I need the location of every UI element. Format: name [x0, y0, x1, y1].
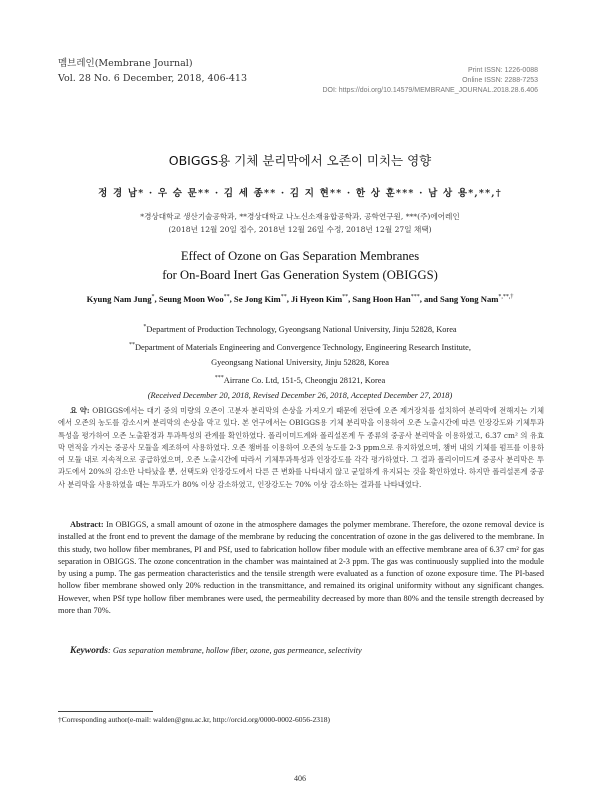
- author-sup: *: [151, 294, 155, 301]
- keywords-label: Keywords: [70, 646, 108, 656]
- title-en-line2: for On-Board Inert Gas Generation System (OBIGGS): [162, 268, 438, 282]
- affiliation-en-1: [0, 320, 600, 338]
- page-number: 406: [294, 774, 306, 783]
- dates-ko-line: (2018년 12월 20일 접수, 2018년 12월 26일 수정, 2018년 12월 27일 채택): [168, 225, 432, 234]
- author-sup: **: [342, 294, 349, 301]
- abstract-ko-label: 요 약:: [70, 406, 93, 415]
- authors-korean: 정 경 남* · 우 승 문** · 김 세 종** · 김 지 현** · 한 상 훈*** · 남 상 용*,**,†: [98, 188, 502, 199]
- issn-block: [218, 66, 538, 96]
- affiliation-en-3: [0, 371, 600, 389]
- title-english: [0, 247, 600, 285]
- online-issn: Online ISSN: 2288-7253: [462, 77, 538, 84]
- affiliation-en-2: [0, 338, 600, 356]
- author-en: Kyung Nam Jung: [86, 294, 152, 304]
- aff-sup: *: [143, 324, 147, 330]
- keywords-text: : Gas separation membrane, hollow fiber, ozone, gas permeance, selectivity: [108, 646, 362, 655]
- authors-english: Kyung Nam Jung*, Seung Moon Woo**, Se Jong Kim**, Ji Hyeon Kim**, Sang Hoon Han***, and Sang Yong Nam*,**,†: [86, 294, 514, 304]
- abstract-en-label: Abstract:: [70, 520, 107, 529]
- author-sup: **: [223, 294, 230, 301]
- author-en: Seung Moon Woo: [158, 294, 224, 304]
- abstract-en-text: In OBIGGS, a small amount of ozone in the atmosphere damages the polymer membrane. Therefore, the ozone removal device is installed at the front end to prevent the damage of the membrane by reducing the concentration of ozone in the gas delivered to the membrane. In this study, two hollow fiber membranes, PI and PSf, used to fabrication hollow fiber module with an effective membrane area of 6.37 cm² for gas separation in OBIGGS. The ozone concentration in the chamber was maintained at 2-3 ppm. The gas was continuously supplied into the module by using a pump. The gas permeation characteristics and the tensile strength were evaluated as a function of ozone exposure time. The PI-based hollow fiber membrane showed only 20% reduction in the transmittance, and remained its original uniformity without any significant changes. However, when PSf type hollow fiber membranes were used, the permeability decreased by more than 80% and the tensile strength decreased by more than 70%.: [58, 520, 544, 616]
- abstract-korean: [58, 405, 544, 491]
- footnote-corresponding-author: †Corresponding author(e-mail: walden@gnu.ac.kr, http://orcid.org/0000-0002-6056-2318): [58, 715, 331, 724]
- affiliation-en-2b: Gyeongsang National University, Jinju 52828, Korea: [211, 358, 389, 367]
- affiliations-english: [0, 320, 600, 404]
- aff-text: Department of Materials Engineering and Convergence Technology, Engineering Research Institute,: [134, 342, 471, 352]
- author-en: Se Jong Kim: [233, 294, 281, 304]
- doi-link[interactable]: DOI: https://doi.org/10.14579/MEMBRANE_JOURNAL.2018.28.6.406: [322, 87, 538, 94]
- title-korean: OBIGGS용 기체 분리막에서 오존이 미치는 영향: [168, 153, 432, 168]
- affiliations-korean: [0, 210, 600, 236]
- aff-sup: ***: [214, 374, 224, 381]
- affiliation-ko-line: *경상대학교 생산기술공학과, **경상대학교 나노신소재융합공학과, 공학연구원, ***(주)에어레인: [140, 212, 460, 221]
- abstract-english: [58, 519, 544, 617]
- abstract-ko-text: OBIGGS에서는 대기 중의 미량의 오존이 고분자 분리막의 손상을 가져오기 때문에 전단에 오존 제거장치를 설치하여 분리막에 전해지는 기체에서 오존의 농도를 감소시켜 분리막의 손상을 막고 있다. 본 연구에서는 OBIGGS용 기체 분리막을 이용하여 오존 노출시간에 따른 인장강도와 기체투과특성을 평가하여 오존 노출환경과 투과특성의 관계를 확인하였다. 폴리이미드계와 폴리설폰계 두 종류의 중공사 분리막을 이용하였고, 6.37 cm² 의 유효 막 면적을 가지는 중공사 모듈을 제조하여 사용하였다. 오존 챔버를 이용하여 오존의 농도를 2-3 ppm으로 유지하였으며, 챔버 내의 기체를 펌프를 이용하여 모듈 내로 지속적으로 공급하였으며, 오존 노출시간에 따라서 기체투과특성과 인장강도를 각각 평가하였다. 그 결과 폴리이미드계 중공사 분리막은 투과도에서 20%의 감소만 나타났을 뿐, 선택도와 인장강도에서 다른 큰 변화를 나타내지 않고 균일하게 유지되는 것을 확인하였다. 하지만 폴리설폰계 중공사 분리막을 사용하였을 때는 투과도가 80% 이상 감소하였고, 인장강도는 70% 이상 감소하는 결과를 나타내었다.: [58, 406, 544, 489]
- journal-name: 멤브레인(Membrane Journal): [58, 58, 193, 69]
- print-issn: Print ISSN: 1226-0088: [467, 67, 538, 74]
- author-sup: *,**,†: [498, 294, 514, 301]
- title-en-line1: Effect of Ozone on Gas Separation Membranes: [180, 249, 420, 263]
- author-en: Sang Hoon Han: [352, 294, 411, 304]
- aff-sup: **: [128, 341, 135, 348]
- aff-text: Airrane Co. Ltd, 151-5, Cheongju 28121, Korea: [223, 375, 386, 385]
- keywords: [70, 646, 544, 656]
- author-sup: **: [280, 294, 287, 301]
- author-sup: ***: [410, 294, 420, 301]
- author-en: Ji Hyeon Kim: [291, 294, 343, 304]
- author-en: and Sang Yong Nam: [423, 294, 499, 304]
- received-dates: (Received December 20, 2018, Revised December 26, 2018, Accepted December 27, 2018): [147, 391, 453, 401]
- journal-issue: Vol. 28 No. 6 December, 2018, 406-413: [58, 73, 247, 84]
- footnote-divider: [58, 711, 153, 712]
- aff-text: Department of Production Technology, Gyeongsang National University, Jinju 52828, Korea: [146, 324, 457, 334]
